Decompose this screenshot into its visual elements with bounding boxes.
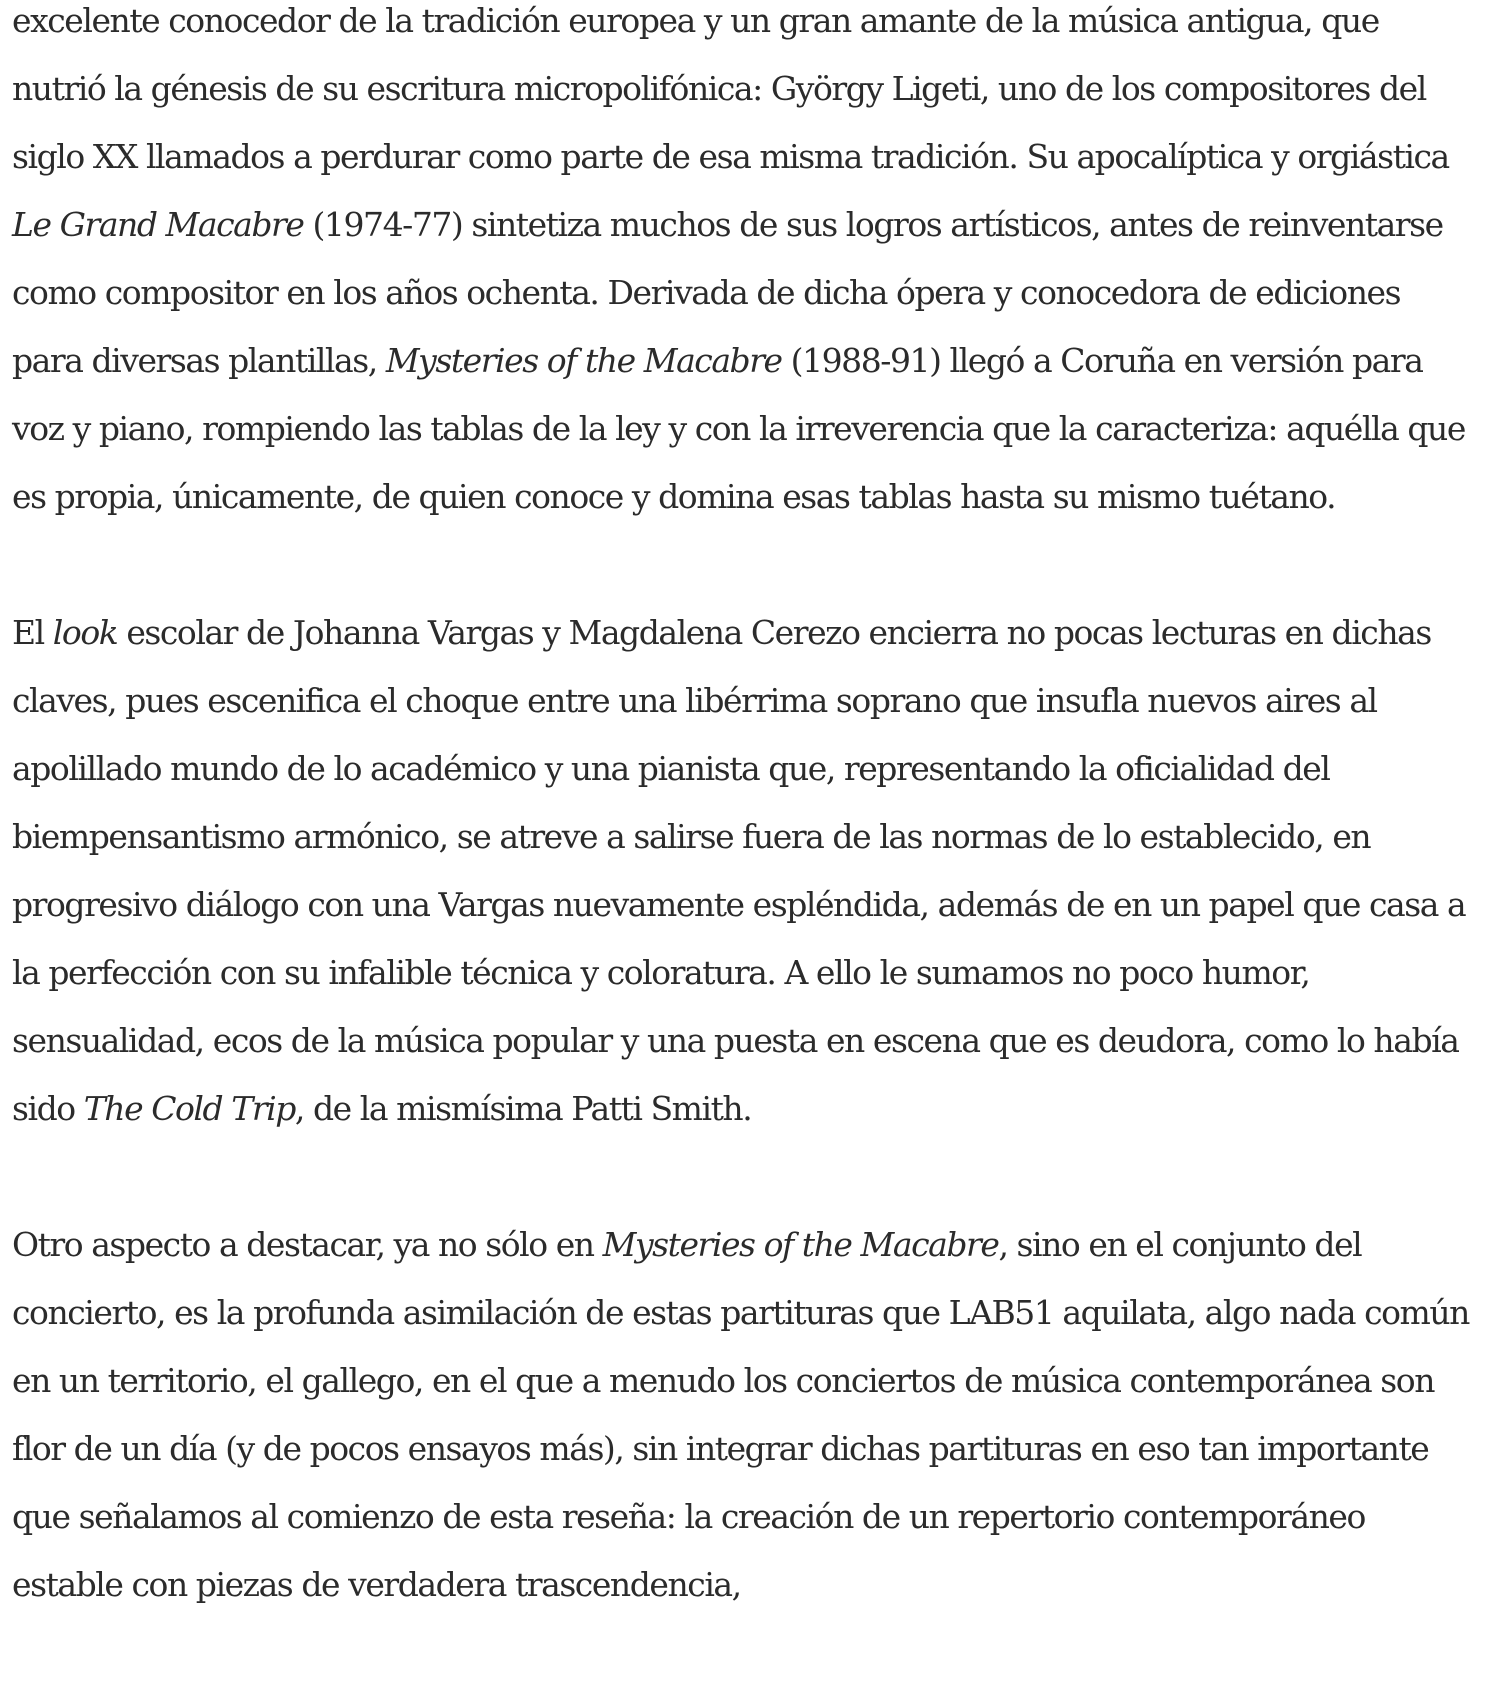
paragraph-text: (1974-77) sintetiza muchos de sus logros artísticos, antes de reinventarse como compositor en los años ochenta. Derivada de dicha ópera y conocedora de ediciones para diversas plantillas, (12, 205, 1443, 380)
work-title-mysteries-of-the-macabre: Mysteries of the Macabre (602, 1225, 999, 1264)
paragraph-otro-aspecto (12, 1211, 1474, 1619)
paragraph-text: Otro aspecto a destacar, ya no sólo en (12, 1225, 603, 1264)
work-title-le-grand-macabre: Le Grand Macabre (12, 205, 304, 244)
paragraph-text: , de la mismísima Patti Smith. (294, 1089, 752, 1128)
paragraph-ligeti (12, 0, 1474, 531)
paragraph-look-escolar (12, 599, 1474, 1143)
italic-word-look: look (52, 613, 118, 652)
paragraph-text: excelente conocedor de la tradición europea y un gran amante de la música antigua, que nutrió la génesis de su escritura micropolifónica: György Ligeti, uno de los compositores del siglo XX llamados a perdurar como parte de esa misma tradición. Su apocalíptica y orgiástica (12, 1, 1449, 176)
article-body (12, 0, 1474, 1687)
paragraph-text: escolar de Johanna Vargas y Magdalena Cerezo encierra no pocas lecturas en dichas claves, pues escenifica el choque entre una libérrima soprano que insufla nuevos aires al apolillado mundo de lo académico y una pianista que, representando la oficialidad del biempensantismo armónico, se atreve a salirse fuera de las normas de lo establecido, en progresivo diálogo con una Vargas nuevamente espléndida, además de en un papel que casa a la perfección con su infalible técnica y coloratura. A ello le sumamos no poco humor, sensualidad, ecos de la música popular y una puesta en escena que es deudora, como lo había sido (12, 613, 1466, 1128)
work-title-the-cold-trip: The Cold Trip (83, 1089, 295, 1128)
work-title-mysteries-of-the-macabre: Mysteries of the Macabre (385, 341, 782, 380)
paragraph-text: (1988-91) llegó a Coruña en versión para voz y piano, rompiendo las tablas de la ley y con la irreverencia que la caracteriza: aquélla que es propia, únicamente, de quien conoce y domina esas tablas hasta su mismo tuétano. (12, 341, 1465, 516)
paragraph-text: El (12, 613, 53, 652)
paragraph-text: , sino en el conjunto del concierto, es la profunda asimilación de estas partituras que LAB51 aquilata, algo nada común en un territorio, el gallego, en el que a menudo los conciertos de música contemporánea son flor de un día (y de pocos ensayos más), sin integrar dichas partituras en eso tan importante que señalamos al comienzo de esta reseña: la creación de un repertorio contemporáneo estable con piezas de verdadera trascendencia, (12, 1225, 1469, 1604)
